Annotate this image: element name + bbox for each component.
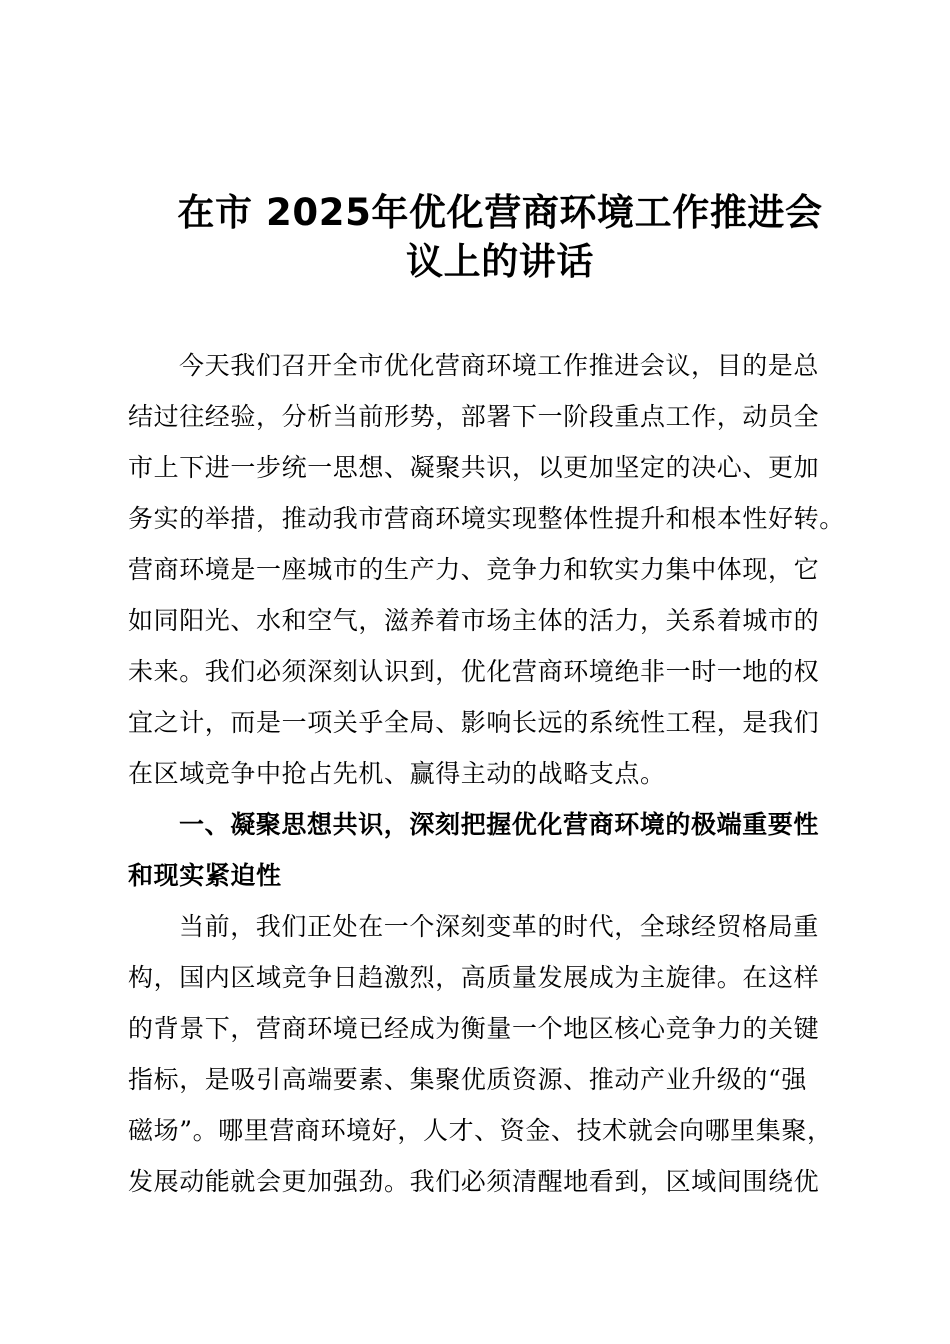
text-line: 市上下进一步统一思想、凝聚共识，以更加坚定的决心、更加: [128, 453, 820, 482]
heading-line: 和现实紧迫性: [128, 861, 282, 890]
text-line: 如同阳光、水和空气，滋养着市场主体的活力，关系着城市的: [128, 606, 820, 635]
heading-line: 一、凝聚思想共识，深刻把握优化营商环境的极端重要性: [179, 810, 820, 839]
text-line: 指标，是吸引高端要素、集聚优质资源、推动产业升级的“强: [128, 1065, 807, 1094]
document-title: [120, 188, 880, 286]
text-line: 构，国内区域竞争日趋激烈，高质量发展成为主旋律。在这样: [128, 963, 820, 992]
text-line: 宜之计，而是一项关乎全局、影响长远的系统性工程，是我们: [128, 708, 820, 737]
title-line: 在市 2025年优化营商环境工作推进会: [177, 191, 823, 234]
title-line: 议上的讲话: [406, 240, 594, 283]
paragraph-section-1: [128, 901, 833, 1207]
document-body: [128, 340, 845, 1207]
text-line: 未来。我们必须深刻认识到，优化营商环境绝非一时一地的权: [128, 657, 820, 686]
text-line: 今天我们召开全市优化营商环境工作推进会议，目的是总: [179, 351, 820, 380]
text-line: 营商环境是一座城市的生产力、竞争力和软实力集中体现，它: [128, 555, 820, 584]
text-line: 当前，我们正处在一个深刻变革的时代，全球经贸格局重: [179, 912, 820, 941]
text-line: 结过往经验，分析当前形势，部署下一阶段重点工作，动员全: [128, 402, 820, 431]
section-heading-1: [128, 799, 828, 901]
text-line: 务实的举措，推动我市营商环境实现整体性提升和根本性好转。: [128, 504, 845, 533]
text-line: 磁场”。哪里营商环境好，人才、资金、技术就会向哪里集聚，: [128, 1116, 833, 1145]
text-line: 的背景下，营商环境已经成为衡量一个地区核心竞争力的关键: [128, 1014, 820, 1043]
text-line: 发展动能就会更加强劲。我们必须清醒地看到，区域间围绕优: [128, 1167, 820, 1196]
paragraph-intro: [128, 340, 845, 799]
text-line: 在区域竞争中抢占先机、赢得主动的战略支点。: [128, 759, 666, 788]
